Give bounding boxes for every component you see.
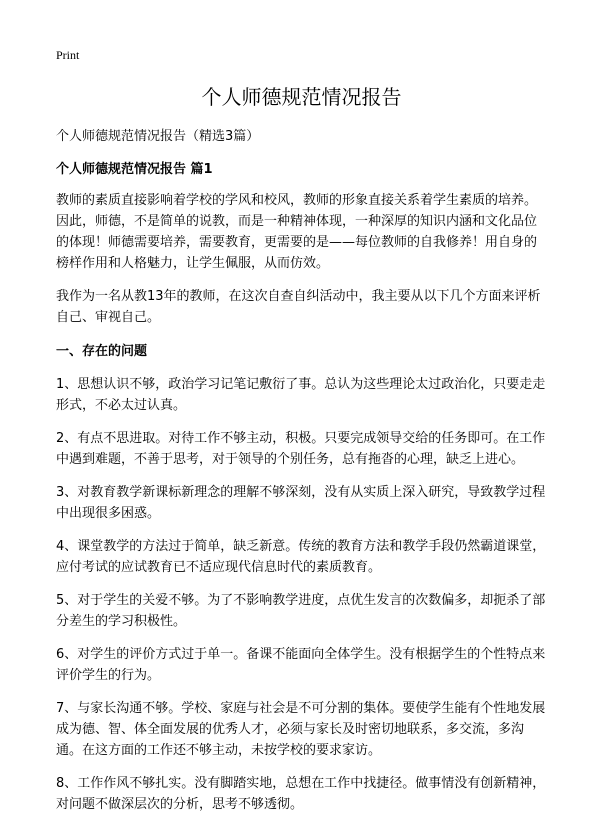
intro-paragraph: 教师的素质直接影响着学校的学风和校风，教师的形象直接关系着学生素质的培养。因此，师德，不是简单的说教，而是一种精神体现，一种深厚的知识内涵和文化品位的体现！师德需要培养，需要教育，更需要的是——每位教师的自我修养！用自身的榜样作用和人格魅力，让学生佩服，从而仿效。 (56, 193, 538, 271)
problem-item: 4、课堂教学的方法过于简单，缺乏新意。传统的教育方法和教学手段仍然霸道课堂，应付考试的应试教育已不适应现代信息时代的素质教育。 (56, 539, 546, 575)
problems-heading: 一、存在的问题 (56, 344, 148, 359)
problem-item: 8、工作作风不够扎实。没有脚踏实地，总想在工作中找捷径。做事情没有创新精神，对问题不做深层次的分析，思考不够透彻。 (56, 776, 546, 812)
document-subtitle: 个人师德规范情况报告（精选3篇） (56, 129, 260, 144)
problem-item: 1、思想认识不够，政治学习记笔记敷衍了事。总认为这些理论太过政治化，只要走走形式，不必太过认真。 (56, 377, 546, 413)
problem-item: 5、对于学生的关爱不够。为了不影响教学进度，点优生发言的次数偏多，却扼杀了部分差生的学习积极性。 (56, 593, 546, 629)
intro-paragraph: 我作为一名从教13年的教师，在这次自查自纠活动中，我主要从以下几个方面来评析自己、审视自己。 (56, 289, 541, 325)
problem-item: 6、对学生的评价方式过于单一。备课不能面向全体学生。没有根据学生的个性特点来评价学生的行为。 (56, 647, 546, 683)
problem-item: 7、与家长沟通不够。学校、家庭与社会是不可分割的集体。要使学生能有个性地发展成为德、智、体全面发展的优秀人才，必须与家长及时密切地联系，多交流，多沟通。在这方面的工作还不够主动，未按学校的要求家访。 (56, 701, 546, 758)
section-title: 个人师德规范情况报告 篇1 (56, 162, 213, 177)
problem-item: 3、对教育教学新课标新理念的理解不够深刻，没有从实质上深入研究，导致教学过程中出现很多困惑。 (56, 485, 546, 521)
print-link[interactable]: Print (56, 48, 80, 62)
page-title: 个人师德规范情况报告 (201, 85, 402, 109)
problem-item: 2、有点不思进取。对待工作不够主动，积极。只要完成领导交给的任务即可。在工作中遇到难题，不善于思考，对于领导的个别任务，总有拖沓的心理，缺乏上进心。 (56, 431, 546, 467)
